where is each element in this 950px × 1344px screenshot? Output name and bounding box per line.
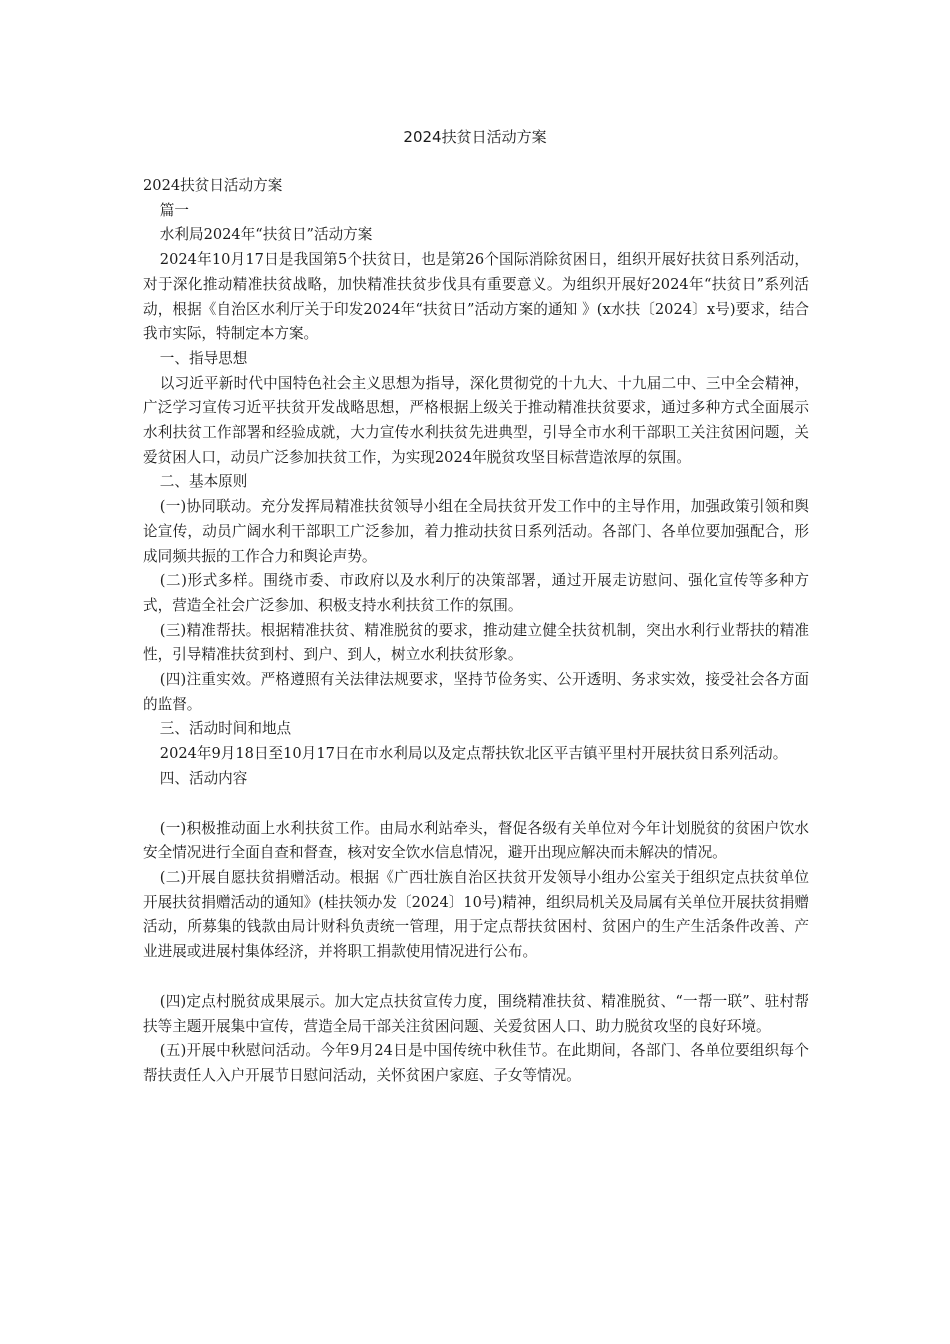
- paragraph: 以习近平新时代中国特色社会主义思想为指导，深化贯彻党的十九大、十九届二中、三中全会精神，广泛学习宣传习近平扶贫开发战略思想，严格根据上级关于推动精准扶贫要求，通过多种方式全面展示水利扶贫工作部署和经验成就，大力宣传水利扶贫先进典型，引导全市水利干部职工关注贫困问题，关爱贫困人口，动员广泛参加扶贫工作，为实现2024年脱贫攻坚目标营造浓厚的氛围。: [143, 374, 809, 466]
- document-title: 2024扶贫日活动方案: [403, 128, 547, 146]
- paragraph: 一、指导思想: [159, 349, 248, 367]
- paragraph: 水利局2024年“扶贫日”活动方案: [159, 226, 373, 244]
- paragraph: 2024年9月18日至10月17日在市水利局以及定点帮扶钦北区平吉镇平里村开展扶贫日系列活动。: [159, 745, 788, 763]
- paragraph: 2024年10月17日是我国第5个扶贫日，也是第26个国际消除贫困日，组织开展好扶贫日系列活动，对于深化推动精准扶贫战略，加快精准扶贫步伐具有重要意义。为组织开展好2024年“扶贫日”系列活动，根据《自治区水利厅关于印发2024年“扶贫日”活动方案的通知 》(x水扶〔2024〕x号)要求，结合我市实际，特制定本方案。: [143, 251, 809, 343]
- paragraph: 2024扶贫日活动方案: [143, 177, 283, 194]
- paragraph: (二)形式多样。围绕市委、市政府以及水利厅的决策部署，通过开展走访慰问、强化宣传等多种方式，营造全社会广泛参加、积极支持水利扶贫工作的氛围。: [143, 572, 809, 614]
- paragraph: 二、基本原则: [159, 473, 248, 491]
- paragraph: (四)定点村脱贫成果展示。加大定点扶贫宣传力度，围绕精准扶贫、精准脱贫、“一帮一联”、驻村帮扶等主题开展集中宣传，营造全局干部关注贫困问题、关爱贫困人口、助力脱贫攻坚的良好环境。: [143, 992, 809, 1035]
- paragraph-gap: [143, 965, 809, 990]
- document-body: [143, 174, 809, 1089]
- paragraph: (三)精准帮扶。根据精准扶贫、精准脱贫的要求，推动建立健全扶贫机制，突出水利行业帮扶的精准性，引导精准扶贫到村、到户、到人，树立水利扶贫形象。: [143, 621, 809, 664]
- paragraph: (二)开展自愿扶贫捐赠活动。根据《广西壮族自治区扶贫开发领导小组办公室关于组织定点扶贫单位开展扶贫捐赠活动的通知》(桂扶领办发〔2024〕10号)精神，组织局机关及局属有关单位开展扶贫捐赠活动，所募集的钱款由局计财科负责统一管理，用于定点帮扶贫困村、贫困户的生产生活条件改善、产业进展或进展村集体经济，并将职工捐款使用情况进行公布。: [143, 868, 809, 961]
- paragraph: (五)开展中秋慰问活动。今年9月24日是中国传统中秋佳节。在此期间，各部门、各单位要组织每个帮扶责任人入户开展节日慰问活动，关怀贫困户家庭、子女等情况。: [143, 1042, 809, 1084]
- paragraph: 三、活动时间和地点: [159, 720, 292, 738]
- paragraph: (四)注重实效。严格遵照有关法律法规要求，坚持节俭务实、公开透明、务求实效，接受社会各方面的监督。: [143, 671, 809, 713]
- paragraph: 篇一: [159, 201, 189, 219]
- paragraph-gap: [143, 792, 809, 817]
- paragraph: (一)积极推动面上水利扶贫工作。由局水利站牵头，督促各级有关单位对今年计划脱贫的贫困户饮水安全情况进行全面自查和督查，核对安全饮水信息情况，避开出现应解决而未解决的情况。: [143, 819, 809, 862]
- paragraph: (一)协同联动。充分发挥局精准扶贫领导小组在全局扶贫开发工作中的主导作用，加强政策引领和舆论宣传，动员广阔水利干部职工广泛参加，着力推动扶贫日系列活动。各部门、各单位要加强配合，形成同频共振的工作合力和舆论声势。: [143, 498, 809, 565]
- paragraph: 四、活动内容: [159, 769, 248, 787]
